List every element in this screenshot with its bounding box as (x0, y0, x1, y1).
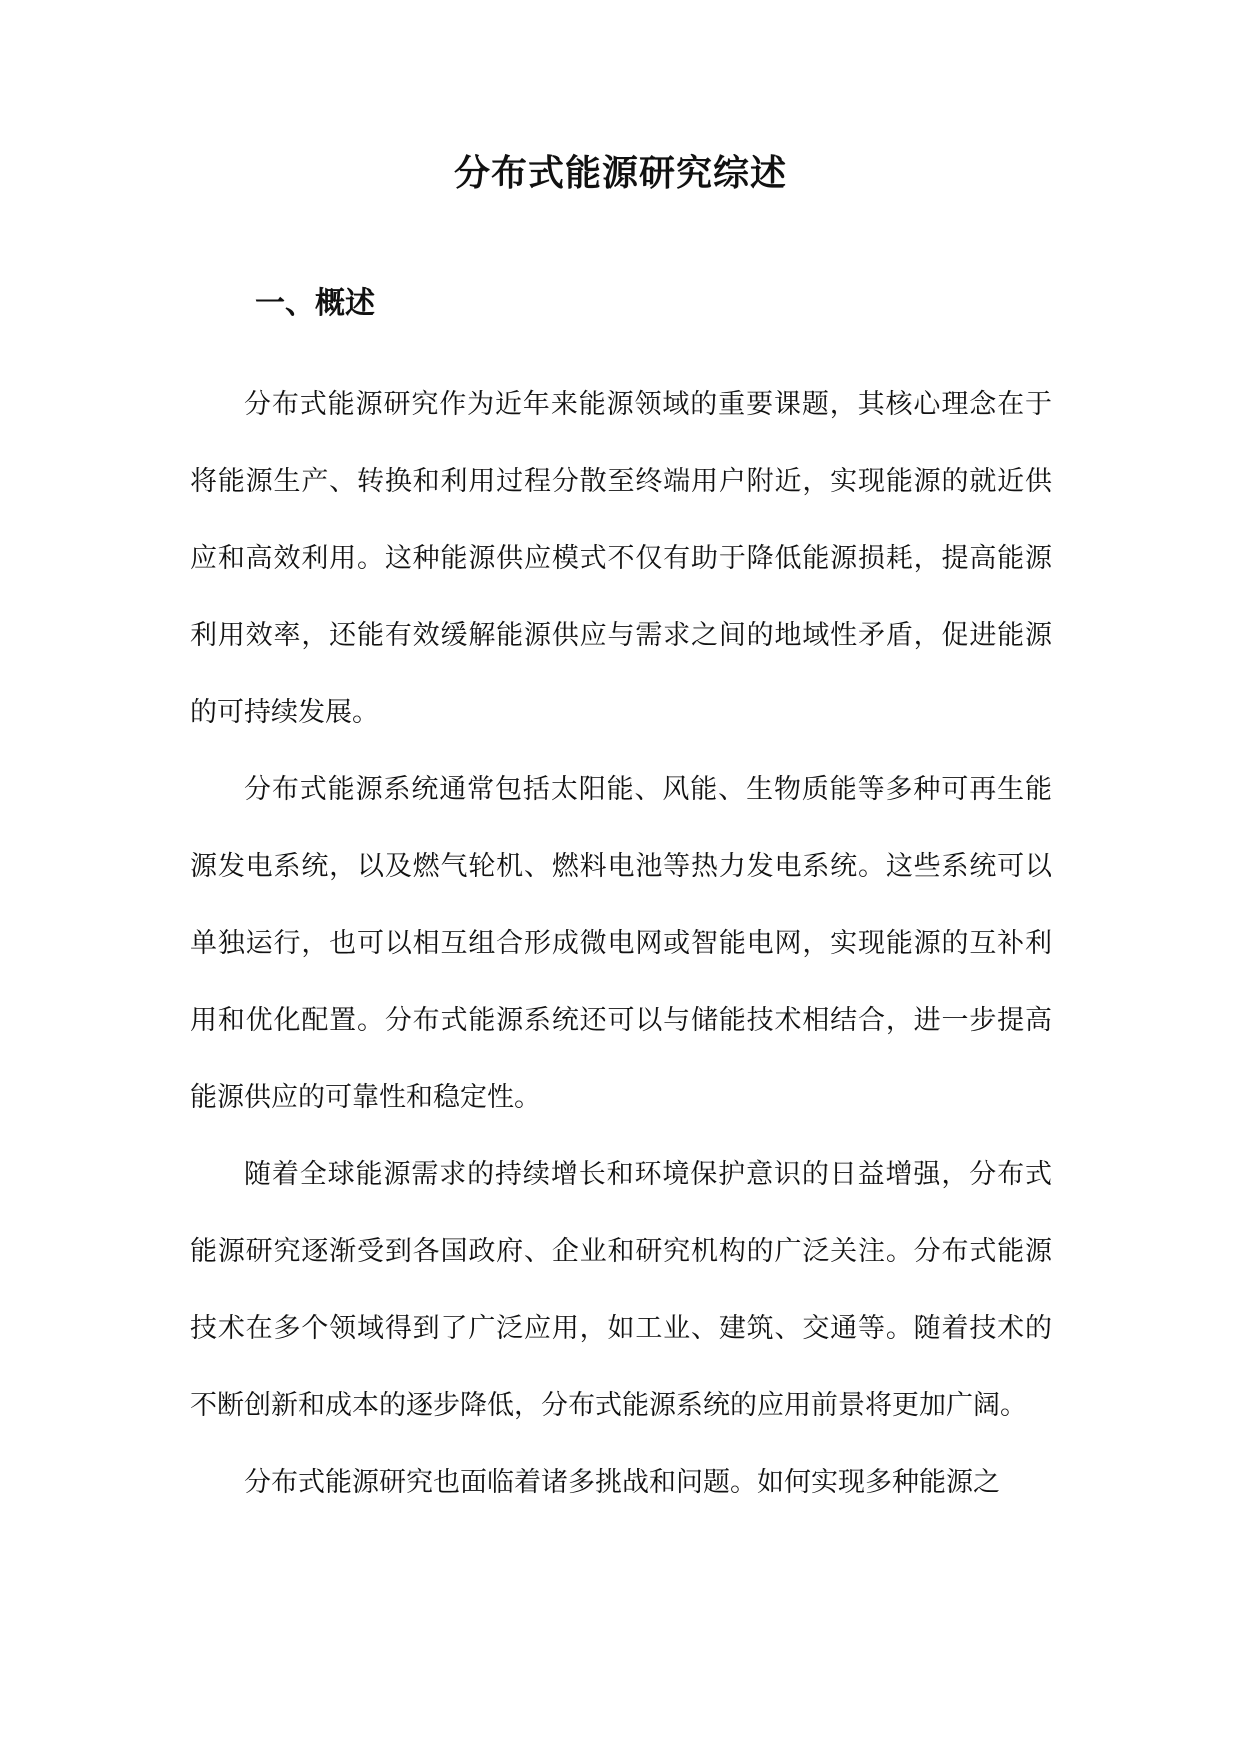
paragraph: 分布式能源研究也面临着诸多挑战和问题。如何实现多种能源之 (244, 1467, 1000, 1498)
paragraph: 随着全球能源需求的持续增长和环境保护意识的日益增强，分布式能源研究逐渐受到各国政府、企业和研究机构的广泛关注。分布式能源技术在多个领域得到了广泛应用，如工业、建筑、交通等。随着技术的不断创新和成本的逐步降低，分布式能源系统的应用前景将更加广阔。 (190, 1159, 1052, 1421)
paragraph: 分布式能源研究作为近年来能源领域的重要课题，其核心理念在于将能源生产、转换和利用过程分散至终端用户附近，实现能源的就近供应和高效利用。这种能源供应模式不仅有助于降低能源损耗，提高能源利用效率，还能有效缓解能源供应与需求之间的地域性矛盾，促进能源的可持续发展。 (190, 389, 1052, 728)
body-text (190, 366, 1052, 1521)
document-title: 分布式能源研究综述 (453, 153, 787, 194)
paragraph: 分布式能源系统通常包括太阳能、风能、生物质能等多种可再生能源发电系统，以及燃气轮机、燃料电池等热力发电系统。这些系统可以单独运行，也可以相互组合形成微电网或智能电网，实现能源的互补利用和优化配置。分布式能源系统还可以与储能技术相结合，进一步提高能源供应的可靠性和稳定性。 (190, 774, 1052, 1113)
section-heading: 一、概述 (255, 286, 375, 321)
